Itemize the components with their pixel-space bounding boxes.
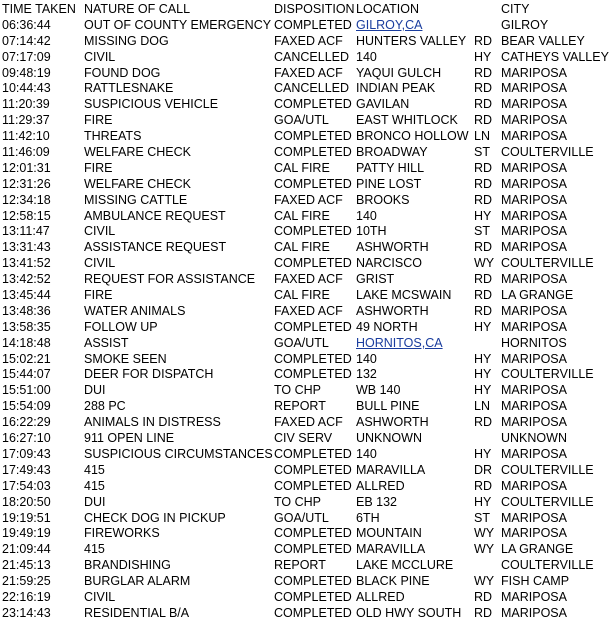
cell-time: 10:44:43	[2, 81, 51, 96]
header-row	[2, 2, 612, 18]
cell-time: 15:54:09	[2, 399, 51, 414]
cell-disposition: CAL FIRE	[274, 288, 330, 303]
cell-location: MARAVILLA	[356, 542, 426, 557]
cell-nature: 911 OPEN LINE	[84, 431, 175, 446]
cell-nature: CIVIL	[84, 224, 116, 239]
header-city: CITY	[501, 2, 530, 16]
cell-time: 19:49:19	[2, 526, 51, 541]
cell-location: WB 140	[356, 383, 401, 398]
cell-time: 21:59:25	[2, 574, 51, 589]
cell-nature: FOUND DOG	[84, 65, 161, 80]
table-row	[2, 526, 612, 542]
cell-location: GAVILAN	[356, 97, 410, 112]
table-row	[2, 399, 612, 415]
cell-nature: CIVIL	[84, 256, 116, 271]
cell-location: 140	[356, 49, 377, 64]
cell-nature: FIRE	[84, 288, 113, 303]
cell-suffix: RD	[474, 192, 493, 207]
cell-time: 18:20:50	[2, 494, 51, 509]
cell-time: 13:31:43	[2, 240, 51, 255]
cell-nature: CHECK DOG IN PICKUP	[84, 510, 226, 525]
cell-time: 13:11:47	[2, 224, 50, 239]
cell-city: MARIPOSA	[501, 478, 567, 493]
cell-city: MARIPOSA	[501, 351, 567, 366]
cell-disposition: COMPLETED	[274, 145, 352, 160]
cell-location: INDIAN PEAK	[356, 81, 436, 96]
cell-location: 140	[356, 351, 377, 366]
cell-city: MARIPOSA	[501, 399, 567, 414]
table-row	[2, 18, 612, 34]
cell-disposition: FAXED ACF	[274, 272, 343, 287]
cell-time: 07:17:09	[2, 49, 51, 64]
cell-city: COULTERVILLE	[501, 462, 594, 477]
cell-disposition: FAXED ACF	[274, 415, 343, 430]
cell-city: MARIPOSA	[501, 208, 567, 223]
cell-nature: ASSISTANCE REQUEST	[84, 240, 227, 255]
cell-city: UNKNOWN	[501, 431, 567, 446]
cell-suffix: RD	[474, 589, 493, 604]
cell-city: MARIPOSA	[501, 589, 567, 604]
cell-city: MARIPOSA	[501, 192, 567, 207]
cell-suffix: RD	[474, 272, 493, 287]
cell-city: COULTERVILLE	[501, 558, 594, 573]
cell-time: 11:20:39	[2, 97, 50, 112]
cell-time: 23:14:43	[2, 605, 51, 620]
cell-disposition: COMPLETED	[274, 542, 352, 557]
table-row	[2, 240, 612, 256]
cell-nature: BURGLAR ALARM	[84, 574, 191, 589]
cell-city: MARIPOSA	[501, 160, 567, 175]
cell-city: MARIPOSA	[501, 97, 567, 112]
cell-disposition: GOA/UTL	[274, 335, 329, 350]
cell-disposition: COMPLETED	[274, 589, 352, 604]
cell-city: MARIPOSA	[501, 113, 567, 128]
cell-nature: SUSPICIOUS VEHICLE	[84, 97, 219, 112]
cell-city: MARIPOSA	[501, 526, 567, 541]
cell-disposition: TO CHP	[274, 494, 321, 509]
cell-time: 12:31:26	[2, 176, 51, 191]
table-row	[2, 511, 612, 527]
cell-nature: FOLLOW UP	[84, 319, 158, 334]
cell-time: 09:48:19	[2, 65, 51, 80]
cell-time: 21:09:44	[2, 542, 51, 557]
cell-suffix: RD	[474, 97, 493, 112]
header-nature: NATURE OF CALL	[84, 2, 191, 16]
cell-suffix: RD	[474, 33, 493, 48]
table-row	[2, 542, 612, 558]
cell-location: UNKNOWN	[356, 431, 422, 446]
cell-suffix: HY	[474, 494, 492, 509]
cell-nature: WELFARE CHECK	[84, 145, 191, 160]
cell-nature: MISSING CATTLE	[84, 192, 188, 207]
cell-nature: 415	[84, 542, 105, 557]
table-row	[2, 177, 612, 193]
cell-disposition: REPORT	[274, 558, 326, 573]
cell-disposition: TO CHP	[274, 383, 321, 398]
table-row	[2, 367, 612, 383]
cell-disposition: COMPLETED	[274, 256, 352, 271]
cell-nature: MISSING DOG	[84, 33, 169, 48]
cell-nature: FIREWORKS	[84, 526, 160, 541]
cell-nature: SMOKE SEEN	[84, 351, 167, 366]
cell-location: 10TH	[356, 224, 387, 239]
cell-time: 12:34:18	[2, 192, 51, 207]
cell-suffix: ST	[474, 224, 490, 239]
cell-nature: 415	[84, 462, 105, 477]
cell-location: 6TH	[356, 510, 380, 525]
cell-nature: 415	[84, 478, 105, 493]
cell-time: 11:29:37	[2, 113, 50, 128]
cell-disposition: CAL FIRE	[274, 208, 330, 223]
table-row	[2, 590, 612, 606]
cell-suffix: RD	[474, 478, 493, 493]
cell-time: 14:18:48	[2, 335, 51, 350]
cell-location: LAKE MCCLURE	[356, 558, 454, 573]
table-row	[2, 34, 612, 50]
cell-suffix: DR	[474, 462, 493, 477]
cell-nature: 288 PC	[84, 399, 126, 414]
table-row	[2, 336, 612, 352]
cell-location: 140	[356, 446, 377, 461]
cell-nature: FIRE	[84, 113, 113, 128]
table-row	[2, 256, 612, 272]
cell-location: EAST WHITLOCK	[356, 113, 458, 128]
cell-time: 12:58:15	[2, 208, 51, 223]
cell-location: ASHWORTH	[356, 415, 429, 430]
cell-disposition: FAXED ACF	[274, 65, 343, 80]
cell-suffix: WY	[474, 542, 495, 557]
table-row	[2, 81, 612, 97]
cell-city: MARIPOSA	[501, 383, 567, 398]
table-row	[2, 606, 612, 622]
cell-nature: AMBULANCE REQUEST	[84, 208, 226, 223]
table-row	[2, 558, 612, 574]
cell-suffix: RD	[474, 176, 493, 191]
cell-disposition: CAL FIRE	[274, 240, 330, 255]
table-row	[2, 574, 612, 590]
cell-suffix: WY	[474, 256, 495, 271]
table-row	[2, 479, 612, 495]
cell-city: LA GRANGE	[501, 542, 574, 557]
cell-time: 19:19:51	[2, 510, 51, 525]
cell-nature: BRANDISHING	[84, 558, 171, 573]
cell-time: 13:42:52	[2, 272, 51, 287]
cell-suffix: RD	[474, 65, 493, 80]
cell-city: MARIPOSA	[501, 176, 567, 191]
cell-suffix: HY	[474, 351, 492, 366]
cell-suffix: HY	[474, 49, 492, 64]
cell-city: MARIPOSA	[501, 510, 567, 525]
cell-disposition: COMPLETED	[274, 478, 352, 493]
cell-city: MARIPOSA	[501, 303, 567, 318]
cell-location: 140	[356, 208, 377, 223]
cell-time: 17:49:43	[2, 462, 51, 477]
cell-city: COULTERVILLE	[501, 367, 594, 382]
cell-suffix: RD	[474, 160, 493, 175]
cell-location: ASHWORTH	[356, 240, 429, 255]
cell-disposition: COMPLETED	[274, 17, 352, 32]
cell-disposition: COMPLETED	[274, 351, 352, 366]
cell-suffix: RD	[474, 605, 493, 620]
cell-nature: CIVIL	[84, 589, 116, 604]
cell-city: FISH CAMP	[501, 574, 570, 589]
cell-nature: WATER ANIMALS	[84, 303, 186, 318]
cell-location: BLACK PINE	[356, 574, 430, 589]
cell-suffix: LN	[474, 399, 490, 414]
cell-location: BROOKS	[356, 192, 410, 207]
cell-time: 13:41:52	[2, 256, 51, 271]
cell-location: ALLRED	[356, 478, 405, 493]
cell-nature: CIVIL	[84, 49, 116, 64]
cell-location[interactable]: HORNITOS,CA	[356, 335, 443, 350]
cell-time: 13:58:35	[2, 319, 51, 334]
header-disposition: DISPOSITION	[274, 2, 355, 16]
cell-city: MARIPOSA	[501, 446, 567, 461]
table-row	[2, 272, 612, 288]
cell-nature: SUSPICIOUS CIRCUMSTANCES	[84, 446, 273, 461]
cell-city: MARIPOSA	[501, 224, 567, 239]
cell-disposition: COMPLETED	[274, 367, 352, 382]
table-row	[2, 463, 612, 479]
cell-suffix: RD	[474, 113, 493, 128]
table-row	[2, 495, 612, 511]
cell-nature: WELFARE CHECK	[84, 176, 191, 191]
cell-city: MARIPOSA	[501, 605, 567, 620]
cell-disposition: FAXED ACF	[274, 303, 343, 318]
cell-suffix: RD	[474, 81, 493, 96]
cell-city: MARIPOSA	[501, 65, 567, 80]
cell-time: 17:54:03	[2, 478, 51, 493]
cell-city: GILROY	[501, 17, 549, 32]
cell-location: 49 NORTH	[356, 319, 418, 334]
cell-suffix: LN	[474, 129, 490, 144]
cell-suffix: HY	[474, 319, 492, 334]
cell-location: HUNTERS VALLEY	[356, 33, 467, 48]
cell-disposition: COMPLETED	[274, 176, 352, 191]
table-row	[2, 66, 612, 82]
cell-city: MARIPOSA	[501, 240, 567, 255]
cell-suffix: HY	[474, 383, 492, 398]
table-row	[2, 113, 612, 129]
cell-location: BROADWAY	[356, 145, 428, 160]
cell-time: 21:45:13	[2, 558, 51, 573]
cell-nature: ANIMALS IN DISTRESS	[84, 415, 221, 430]
cell-disposition: CANCELLED	[274, 49, 350, 64]
cell-location: NARCISCO	[356, 256, 422, 271]
cell-disposition: CAL FIRE	[274, 160, 330, 175]
cell-disposition: COMPLETED	[274, 526, 352, 541]
cell-location: ALLRED	[356, 589, 405, 604]
cell-disposition: COMPLETED	[274, 319, 352, 334]
table-row	[2, 415, 612, 431]
cell-disposition: CIV SERV	[274, 431, 333, 446]
cell-suffix: ST	[474, 145, 490, 160]
cell-suffix: WY	[474, 574, 495, 589]
cell-time: 07:14:42	[2, 33, 51, 48]
cell-location: PATTY HILL	[356, 160, 425, 175]
table-row	[2, 97, 612, 113]
cell-disposition: CANCELLED	[274, 81, 350, 96]
table-row	[2, 50, 612, 66]
cell-nature: RESIDENTIAL B/A	[84, 605, 190, 620]
cell-time: 17:09:43	[2, 446, 51, 461]
cell-location: GRIST	[356, 272, 395, 287]
cell-time: 11:42:10	[2, 129, 50, 144]
cell-disposition: FAXED ACF	[274, 192, 343, 207]
cell-disposition: COMPLETED	[274, 224, 352, 239]
cell-location: 132	[356, 367, 377, 382]
cell-time: 22:16:19	[2, 589, 51, 604]
cell-location: MARAVILLA	[356, 462, 426, 477]
cell-suffix: RD	[474, 415, 493, 430]
cell-disposition: COMPLETED	[274, 446, 352, 461]
cell-suffix: RD	[474, 303, 493, 318]
cell-nature: REQUEST FOR ASSISTANCE	[84, 272, 256, 287]
cell-city: HORNITOS	[501, 335, 567, 350]
cell-suffix: HY	[474, 208, 492, 223]
cell-time: 12:01:31	[2, 160, 51, 175]
cell-city: COULTERVILLE	[501, 494, 594, 509]
cell-city: MARIPOSA	[501, 81, 567, 96]
table-row	[2, 383, 612, 399]
cell-city: CATHEYS VALLEY	[501, 49, 609, 64]
cell-suffix: HY	[474, 367, 492, 382]
cell-disposition: REPORT	[274, 399, 326, 414]
cell-disposition: COMPLETED	[274, 605, 352, 620]
cell-city: MARIPOSA	[501, 129, 567, 144]
cell-time: 16:22:29	[2, 415, 51, 430]
table-row	[2, 431, 612, 447]
cell-city: MARIPOSA	[501, 415, 567, 430]
table-row	[2, 447, 612, 463]
cell-suffix: WY	[474, 526, 495, 541]
cell-location: MOUNTAIN	[356, 526, 422, 541]
cell-disposition: COMPLETED	[274, 574, 352, 589]
cell-city: LA GRANGE	[501, 288, 574, 303]
cell-suffix: HY	[474, 446, 492, 461]
table-row	[2, 145, 612, 161]
cell-city: COULTERVILLE	[501, 145, 594, 160]
cell-city: MARIPOSA	[501, 319, 567, 334]
cell-nature: OUT OF COUNTY EMERGENCY	[84, 17, 272, 32]
cell-disposition: COMPLETED	[274, 129, 352, 144]
cell-disposition: COMPLETED	[274, 462, 352, 477]
cell-nature: THREATS	[84, 129, 142, 144]
cell-nature: ASSIST	[84, 335, 129, 350]
rows-container	[2, 18, 612, 622]
cell-disposition: FAXED ACF	[274, 33, 343, 48]
cell-location: LAKE MCSWAIN	[356, 288, 452, 303]
table-row	[2, 288, 612, 304]
table-row	[2, 320, 612, 336]
call-log	[2, 2, 612, 622]
table-row	[2, 304, 612, 320]
cell-location: BULL PINE	[356, 399, 420, 414]
cell-location: PINE LOST	[356, 176, 422, 191]
cell-suffix: RD	[474, 288, 493, 303]
cell-location: YAQUI GULCH	[356, 65, 442, 80]
cell-city: COULTERVILLE	[501, 256, 594, 271]
cell-nature: DEER FOR DISPATCH	[84, 367, 214, 382]
cell-time: 15:02:21	[2, 351, 51, 366]
cell-suffix: RD	[474, 240, 493, 255]
cell-location: BRONCO HOLLOW	[356, 129, 469, 144]
cell-location: OLD HWY SOUTH	[356, 605, 462, 620]
table-row	[2, 161, 612, 177]
table-row	[2, 352, 612, 368]
cell-location: ASHWORTH	[356, 303, 429, 318]
cell-time: 11:46:09	[2, 145, 50, 160]
cell-time: 13:48:36	[2, 303, 51, 318]
table-row	[2, 209, 612, 225]
cell-location: EB 132	[356, 494, 398, 509]
cell-time: 15:51:00	[2, 383, 51, 398]
header-time: TIME TAKEN	[2, 2, 76, 16]
cell-city: MARIPOSA	[501, 272, 567, 287]
table-row	[2, 193, 612, 209]
table-row	[2, 224, 612, 240]
cell-time: 13:45:44	[2, 288, 51, 303]
cell-suffix: ST	[474, 510, 490, 525]
cell-disposition: GOA/UTL	[274, 113, 329, 128]
cell-nature: FIRE	[84, 160, 113, 175]
cell-nature: RATTLESNAKE	[84, 81, 174, 96]
cell-city: BEAR VALLEY	[501, 33, 585, 48]
cell-time: 15:44:07	[2, 367, 51, 382]
header-location: LOCATION	[356, 2, 419, 16]
cell-time: 06:36:44	[2, 17, 51, 32]
cell-disposition: COMPLETED	[274, 97, 352, 112]
cell-location[interactable]: GILROY,CA	[356, 17, 423, 32]
cell-time: 16:27:10	[2, 431, 51, 446]
table-row	[2, 129, 612, 145]
cell-disposition: GOA/UTL	[274, 510, 329, 525]
cell-nature: DUI	[84, 494, 106, 509]
cell-nature: DUI	[84, 383, 106, 398]
